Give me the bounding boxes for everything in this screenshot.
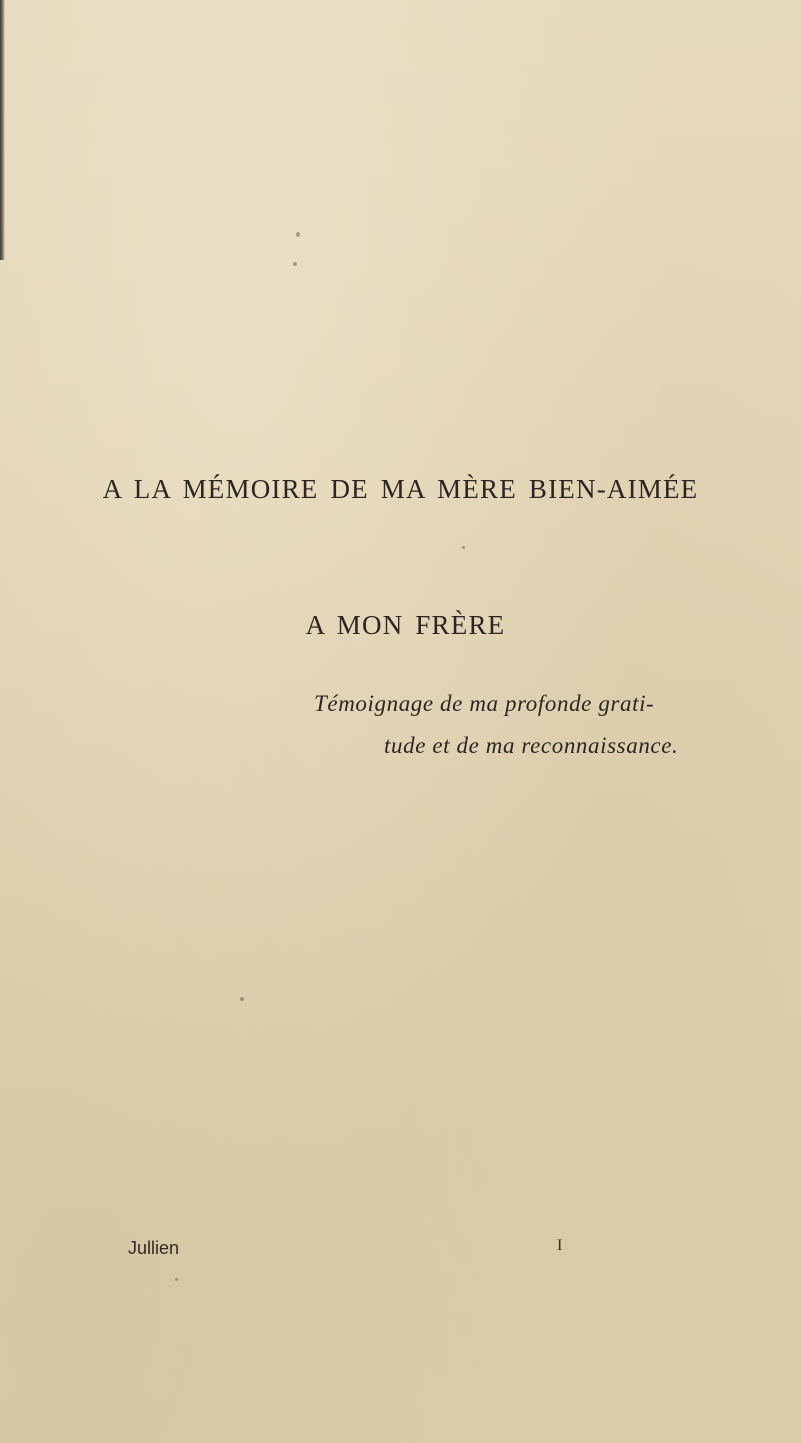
signature-mark: Jullien bbox=[128, 1238, 180, 1258]
binding-edge bbox=[0, 0, 5, 260]
paper-speck bbox=[293, 262, 297, 266]
paper-speck bbox=[462, 546, 465, 549]
dedication-mother: A LA MÉMOIRE DE MA MÈRE BIEN-AIMÉE bbox=[102, 474, 699, 504]
paper-speck bbox=[240, 997, 244, 1001]
dedication-brother: A MON FRÈRE bbox=[305, 610, 506, 640]
page-number: I bbox=[557, 1237, 563, 1254]
testimony-line-1: Témoignage de ma profonde grati- bbox=[314, 691, 655, 716]
paper-speck bbox=[175, 1278, 178, 1281]
paper-speck bbox=[296, 232, 300, 237]
testimony-line-2: tude et de ma reconnaissance. bbox=[384, 733, 679, 758]
